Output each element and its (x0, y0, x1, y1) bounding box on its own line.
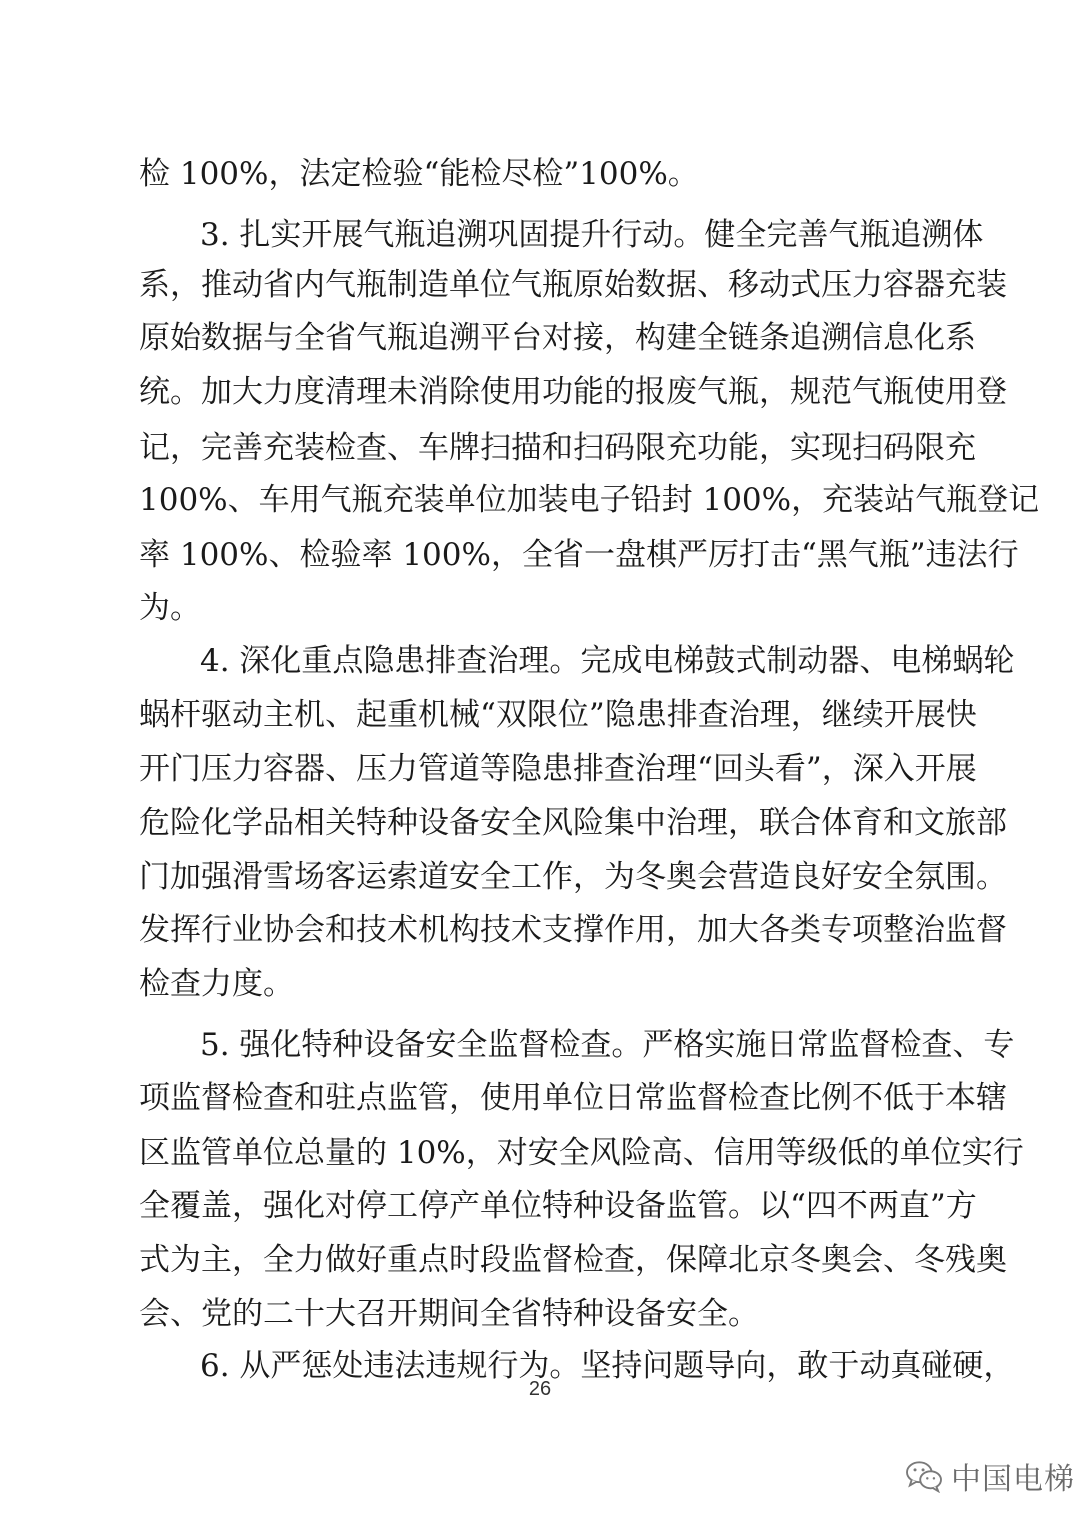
text-line-17: 5. 强化特种设备安全监督检查。严格实施日常监督检查、专 (200, 1027, 1015, 1063)
text-line-12: 开门压力容器、压力管道等隐患排查治理“回头看”，深入开展 (139, 751, 977, 787)
text-line-5: 统。加大力度清理未消除使用功能的报废气瓶，规范气瓶使用登 (139, 374, 1007, 410)
text-line-9: 为。 (139, 590, 201, 626)
text-line-15: 发挥行业协会和技术机构技术支撑作用，加大各类专项整治监督 (139, 912, 1007, 948)
text-line-1: 检 100%，法定检验“能检尽检”100%。 (139, 156, 699, 192)
text-line-18: 项监督检查和驻点监管，使用单位日常监督检查比例不低于本辖 (139, 1080, 1007, 1116)
text-line-22: 会、党的二十大召开期间全省特种设备安全。 (139, 1296, 759, 1332)
text-line-4: 原始数据与全省气瓶追溯平台对接，构建全链条追溯信息化系 (139, 320, 976, 356)
text-line-14: 门加强滑雪场客运索道安全工作，为冬奥会营造良好安全氛围。 (139, 859, 1007, 895)
text-line-11: 蜗杆驱动主机、起重机械“双限位”隐患排查治理，继续开展快 (139, 697, 977, 733)
text-line-7: 100%、车用气瓶充装单位加装电子铅封 100%，充装站气瓶登记 (139, 482, 1040, 518)
watermark-text: 中国电梯 (951, 1462, 1075, 1497)
text-line-13: 危险化学品相关特种设备安全风险集中治理，联合体育和文旅部 (139, 805, 1007, 841)
text-line-8: 率 100%、检验率 100%，全省一盘棋严厉打击“黑气瓶”违法行 (139, 537, 1019, 573)
page-number: 26 (528, 1378, 552, 1400)
text-line-3: 系，推动省内气瓶制造单位气瓶原始数据、移动式压力容器充装 (139, 267, 1007, 303)
text-line-10: 4. 深化重点隐患排查治理。完成电梯鼓式制动器、电梯蜗轮 (200, 643, 1015, 679)
text-line-23: 6. 从严惩处违法违规行为。坚持问题导向，敢于动真碰硬， (200, 1348, 1015, 1384)
wechat-icon (905, 1459, 943, 1493)
text-line-20: 全覆盖，强化对停工停产单位特种设备监管。以“四不两直”方 (139, 1188, 977, 1224)
text-line-21: 式为主，全力做好重点时段监督检查，保障北京冬奥会、冬残奥 (139, 1242, 1007, 1278)
text-line-2: 3. 扎实开展气瓶追溯巩固提升行动。健全完善气瓶追溯体 (200, 217, 984, 253)
text-line-19: 区监管单位总量的 10%，对安全风险高、信用等级低的单位实行 (139, 1135, 1024, 1171)
text-line-16: 检查力度。 (139, 966, 294, 1002)
text-line-6: 记，完善充装检查、车牌扫描和扫码限充功能，实现扫码限充 (139, 430, 976, 466)
watermark (905, 1452, 1075, 1500)
